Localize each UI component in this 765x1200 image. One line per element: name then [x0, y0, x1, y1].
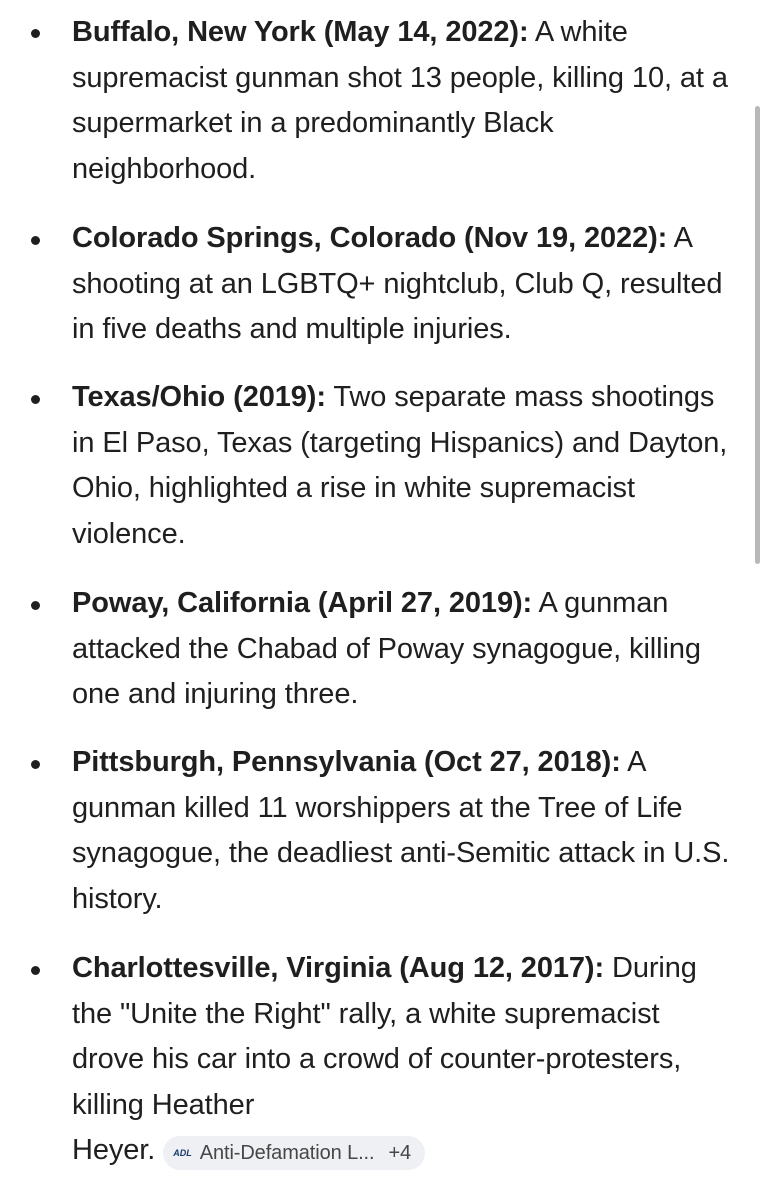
event-description-end: Heyer. — [72, 1134, 156, 1166]
event-text — [72, 216, 732, 353]
event-title: Poway, California (April 27, 2019): — [72, 587, 533, 619]
event-title: Colorado Springs, Colorado (Nov 19, 2022): — [72, 222, 668, 254]
event-description: A gunman attacked the Chabad of Poway synagogue, killing one and injuring three. — [72, 587, 701, 710]
event-description: A shooting at an LGBTQ+ nightclub, Club Q, resulted in five deaths and multiple injuries. — [72, 222, 723, 345]
event-title: Charlottesville, Virginia (Aug 12, 2017): — [72, 952, 605, 984]
source-chip[interactable] — [163, 1136, 425, 1170]
event-text — [72, 740, 732, 922]
source-chip-label: Anti-Defamation L... — [199, 1142, 375, 1164]
bullet-icon — [31, 236, 40, 245]
bullet-icon — [31, 29, 40, 38]
bullet-icon — [31, 601, 40, 610]
source-chip-count: +4 — [388, 1142, 412, 1164]
event-description: A white supremacist gunman shot 13 people, killing 10, at a supermarket in a predominantly Black neighborhood. — [72, 16, 728, 185]
event-text — [72, 10, 732, 192]
adl-logo-icon: ADL — [173, 1148, 192, 1158]
bullet-icon — [31, 966, 40, 975]
event-title: Texas/Ohio (2019): — [72, 381, 326, 413]
event-description: During the "Unite the Right" rally, a white supremacist drove his car into a crowd of counter-protesters, killing Heather — [72, 952, 697, 1121]
event-description: A gunman killed 11 worshippers at the Tree of Life synagogue, the deadliest anti-Semitic attack in U.S. history. — [72, 746, 730, 915]
event-text — [72, 581, 732, 718]
scrollbar[interactable] — [755, 106, 760, 564]
event-title: Buffalo, New York (May 14, 2022): — [72, 16, 529, 48]
event-title: Pittsburgh, Pennsylvania (Oct 27, 2018): — [72, 746, 621, 778]
bullet-icon — [31, 760, 40, 769]
bullet-icon — [31, 395, 40, 404]
event-text — [72, 375, 732, 557]
event-text — [72, 946, 732, 1174]
event-description: Two separate mass shootings in El Paso, Texas (targeting Hispanics) and Dayton, Ohio, highlighted a rise in white supremacist violence. — [72, 381, 728, 550]
